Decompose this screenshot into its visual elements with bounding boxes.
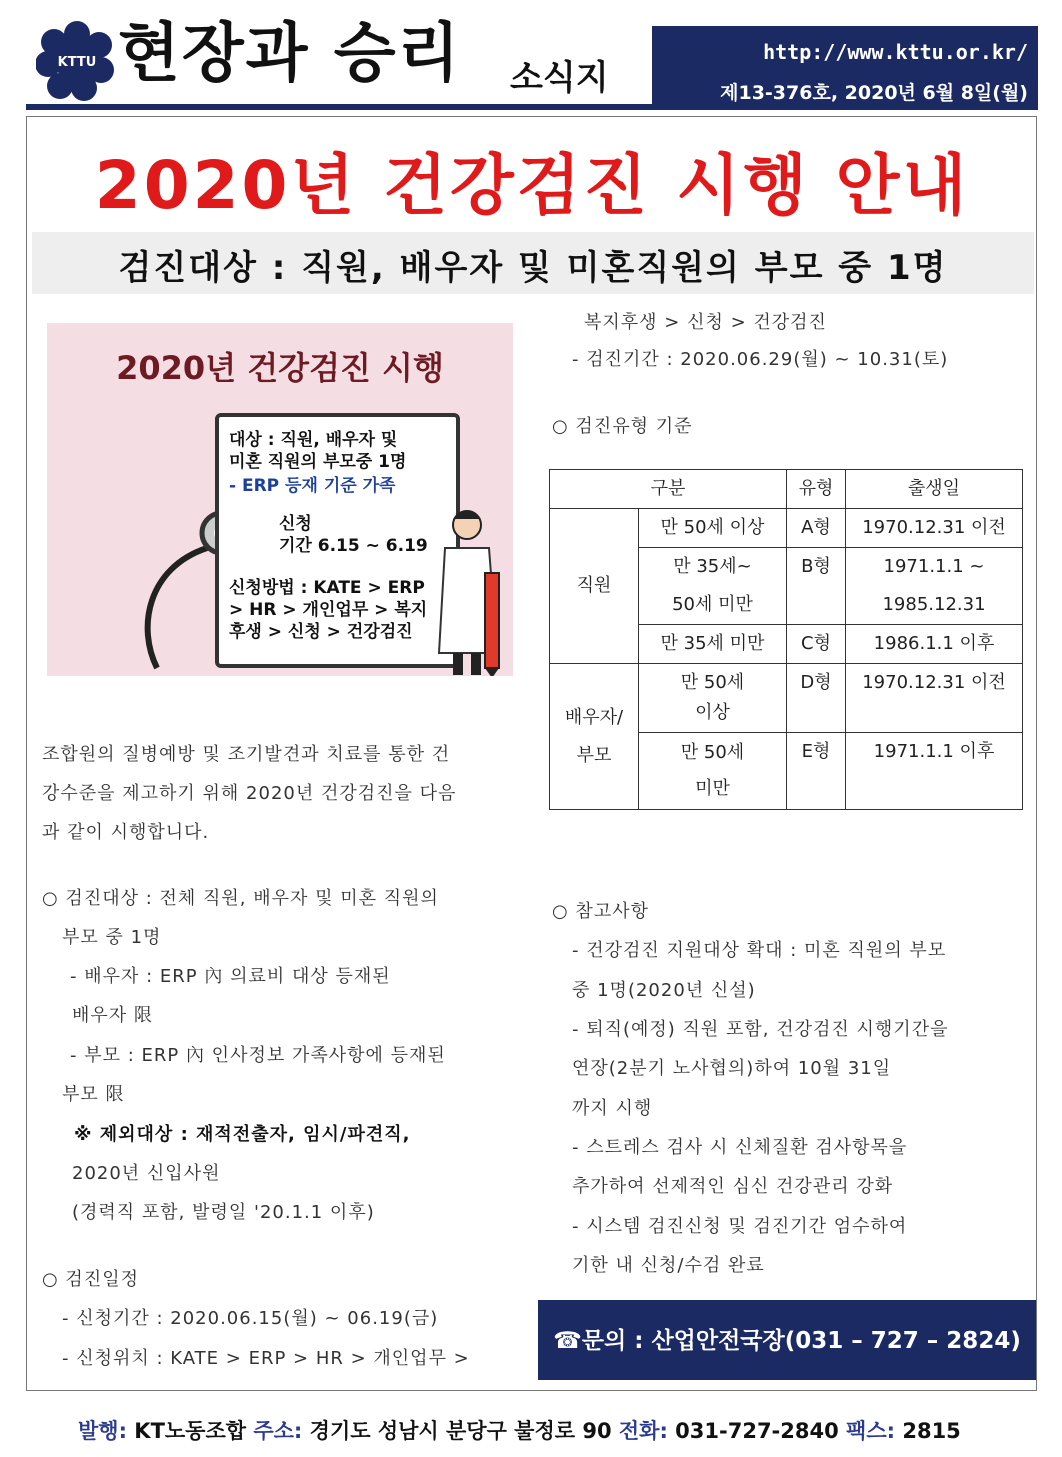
exclusion-line-3: (경력직 포함, 발령일 '20.1.1 이후) [72, 1202, 375, 1223]
row-age: 만 35세~ 50세 미만 [639, 548, 787, 625]
subtitle: 검진대상 : 직원, 배우자 및 미혼직원의 부모 중 1명 [118, 248, 948, 288]
row-birth: 1970.12.31 이전 [846, 664, 1023, 733]
footer-pub-label: 발행: [78, 1419, 127, 1443]
row-type: A형 [787, 509, 846, 548]
header-rule [26, 104, 1038, 110]
note-4-line-2: 기한 내 신청/수검 완료 [572, 1255, 765, 1276]
note-2-line-3: 까지 시행 [572, 1098, 653, 1119]
target-line-1: ○ 검진대상 : 전체 직원, 배우자 및 미혼 직원의 [42, 888, 439, 909]
row-birth: 1971.1.1 이후 [846, 733, 1023, 810]
poster-erp: - ERP 등재 기준 가족 [229, 476, 396, 496]
exclusion-line-1: ※ 제외대상 : 재적전출자, 임시/파견직, [74, 1124, 411, 1145]
row-age: 만 50세 미만 [639, 733, 787, 810]
page-title: 2020년 건강검진 시행 안내 [94, 147, 970, 224]
footer-tel-value: 031-727-2840 [675, 1419, 839, 1443]
table-row [550, 664, 1023, 733]
note-2-line-1: - 퇴직(예정) 직원 포함, 건강검진 시행기간을 [572, 1019, 949, 1040]
table-row [550, 509, 1023, 548]
table-header-type: 유형 [787, 470, 846, 509]
logo-text: KTTU [57, 55, 97, 70]
note-1-line-2: 중 1명(2020년 신설) [572, 980, 756, 1001]
note-2-line-2: 연장(2분기 노사협의)하여 10월 31일 [572, 1058, 892, 1079]
row-type: E형 [787, 733, 846, 810]
row-age: 만 50세 이상 [639, 664, 787, 733]
footer-addr-label: 주소: [253, 1419, 303, 1443]
issue-number: 제13-376호, 2020년 6월 8일(월) [720, 82, 1028, 104]
group-staff: 직원 [550, 509, 639, 664]
schedule-heading: ○ 검진일정 [42, 1269, 139, 1290]
target-line-2: 부모 중 1명 [62, 927, 162, 948]
intro-line-3: 과 같이 시행합니다. [42, 822, 210, 843]
subtitle-bar [32, 232, 1034, 294]
note-3-line-2: 추가하여 선제적인 심신 건강관리 강화 [572, 1176, 894, 1197]
row-birth: 1986.1.1 이후 [846, 625, 1023, 664]
exam-type-table [549, 469, 1023, 810]
schedule-period: - 신청기간 : 2020.06.15(월) ~ 06.19(금) [62, 1308, 439, 1329]
poster-image [47, 323, 513, 676]
type-heading: ○ 검진유형 기준 [552, 416, 693, 437]
footer [78, 1415, 961, 1445]
masthead: 현장과 승리 [118, 16, 462, 91]
group-family: 배우자/ 부모 [550, 664, 639, 810]
poster-target: 대상 : 직원, 배우자 및 미혼 직원의 부모중 1명 [229, 430, 407, 472]
masthead-sub: 소식지 [510, 58, 609, 98]
row-type: D형 [787, 664, 846, 733]
kttu-logo [36, 20, 118, 102]
row-age: 만 35세 미만 [639, 625, 787, 664]
contact-text: ☎문의 : 산업안전국장(031 – 727 – 2824) [553, 1328, 1021, 1354]
table-header-row [550, 470, 1023, 509]
footer-addr-value: 경기도 성남시 분당구 불정로 90 [309, 1419, 612, 1443]
location-continued: 복지후생 > 신청 > 건강검진 [584, 312, 827, 333]
poster-title: 2020년 건강검진 시행 [116, 349, 444, 387]
footer-fax-value: 2815 [902, 1419, 961, 1443]
intro-line-1: 조합원의 질병예방 및 조기발견과 치료를 통한 건 [42, 744, 451, 765]
contact-box [538, 1300, 1036, 1380]
schedule-location: - 신청위치 : KATE > ERP > HR > 개인업무 > [62, 1348, 470, 1369]
spouse-line-1: - 배우자 : ERP 內 의료비 대상 등재된 [70, 966, 391, 987]
note-4-line-1: - 시스템 검진신청 및 검진기간 엄수하여 [572, 1216, 908, 1237]
header-url[interactable]: http://www.kttu.or.kr/ [763, 40, 1028, 64]
footer-fax-label: 팩스: [846, 1419, 896, 1443]
exam-period: - 검진기간 : 2020.06.29(월) ~ 10.31(토) [572, 349, 949, 370]
row-birth: 1970.12.31 이전 [846, 509, 1023, 548]
row-type: B형 [787, 548, 846, 625]
header-info-box [652, 26, 1038, 108]
notes-heading: ○ 참고사항 [552, 901, 649, 922]
poster-apply: 신청 기간 6.15 ~ 6.19 [279, 514, 428, 556]
spouse-line-2: 배우자 限 [72, 1005, 153, 1026]
table-header-category: 구분 [550, 470, 787, 509]
row-birth: 1971.1.1 ~ 1985.12.31 [846, 548, 1023, 625]
row-age: 만 50세 이상 [639, 509, 787, 548]
poster-board [215, 413, 460, 668]
table-header-birth: 출생일 [846, 470, 1023, 509]
intro-line-2: 강수준을 제고하기 위해 2020년 건강검진을 다음 [42, 783, 457, 804]
doctor-icon [425, 503, 513, 676]
footer-pub-value: KT노동조합 [134, 1419, 247, 1443]
note-3-line-1: - 스트레스 검사 시 신체질환 검사항목을 [572, 1137, 908, 1158]
parent-line-2: 부모 限 [62, 1084, 125, 1105]
poster-method: 신청방법 : KATE > ERP > HR > 개인업무 > 복지 후생 > 신청 > 건강검진 [229, 578, 428, 642]
parent-line-1: - 부모 : ERP 內 인사정보 가족사항에 등재된 [70, 1045, 446, 1066]
exclusion-line-2: 2020년 신입사원 [72, 1163, 221, 1184]
footer-tel-label: 전화: [618, 1419, 668, 1443]
row-type: C형 [787, 625, 846, 664]
note-1-line-1: - 건강검진 지원대상 확대 : 미혼 직원의 부모 [572, 940, 947, 961]
